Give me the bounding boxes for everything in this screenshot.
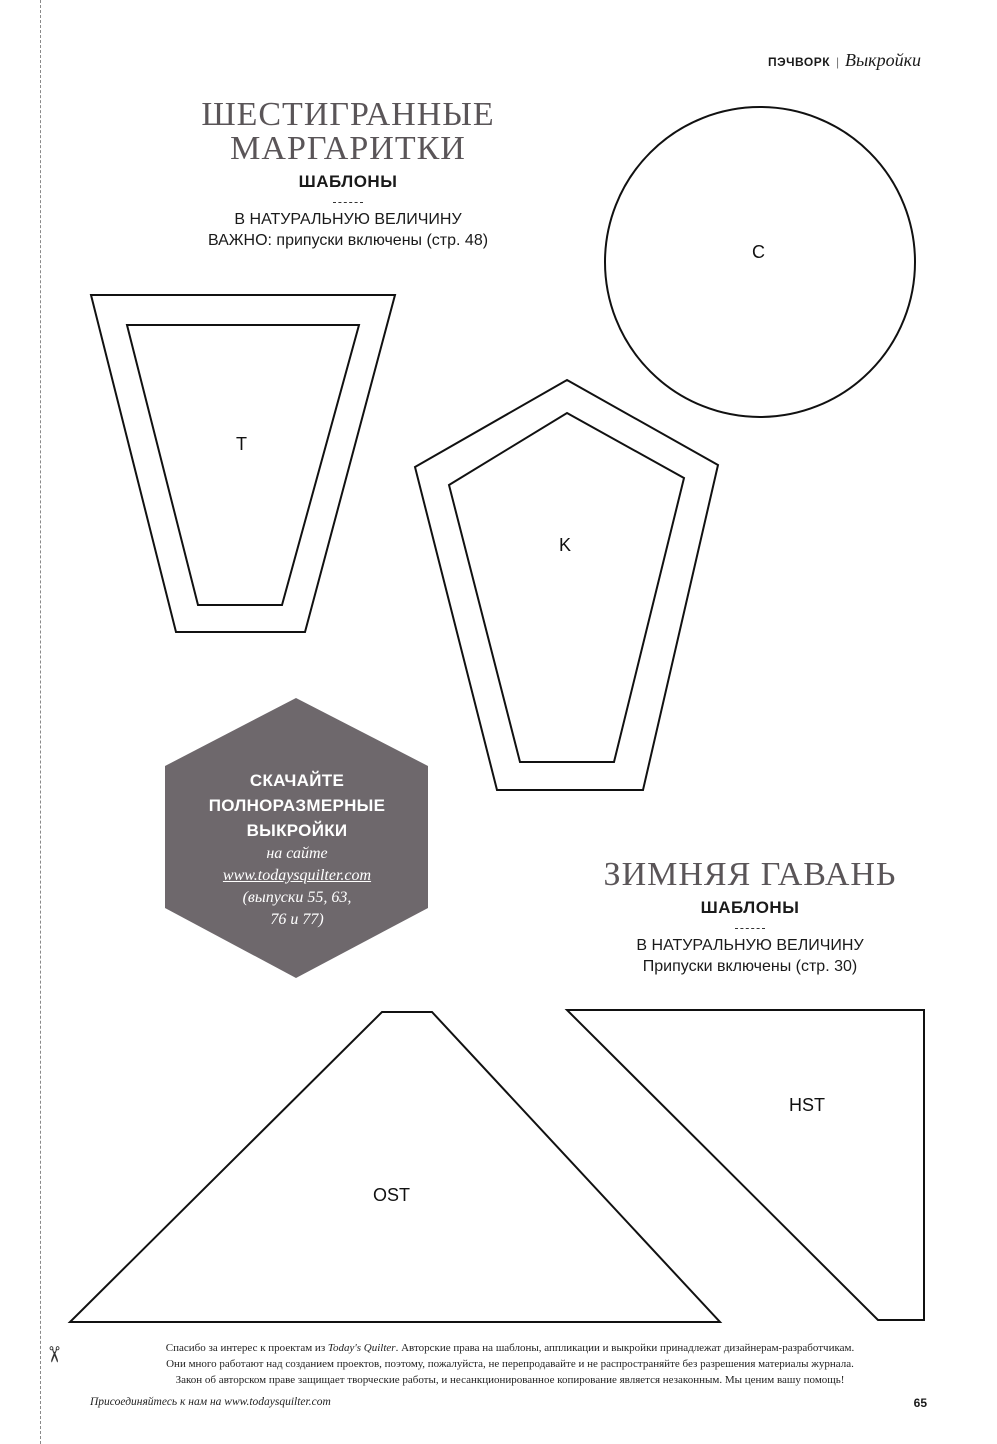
hexagon-daisies-title-line2: МАРГАРИТКИ [230,130,466,167]
download-badge-line4: на сайте [266,845,328,862]
download-badge-link[interactable]: www.todaysquilter.com [222,867,372,884]
template-k [415,380,718,790]
template-hst-label: HST [789,1095,825,1115]
heading-divider [735,928,765,929]
copyright-notice-line2: Они много работают над созданием проектов, поэтому, пожалуйста, не перепродавайте и не распространяйте без разрешения материалы журнала. [166,1358,854,1370]
winter-harbour-label: ШАБЛОНЫ [700,898,800,917]
template-t [91,295,395,632]
hexagon-daisies-title-line1: ШЕСТИГРАННЫЕ [201,96,495,133]
template-c-label: C [752,242,765,262]
download-badge-line1: СКАЧАЙТЕ [249,771,345,790]
magazine-name: Today's Quilter [327,1342,396,1354]
header-section: ПЭЧВОРК [767,55,831,69]
download-badge-line3: ВЫКРОЙКИ [246,821,348,840]
winter-harbour-size-note: В НАТУРАЛЬНУЮ ВЕЛИЧИНУ [636,937,864,954]
header-separator: | [835,55,840,69]
template-t-label: T [236,434,247,454]
download-badge-line6: 76 и 77) [270,911,324,928]
download-badge [168,768,426,931]
scissors-icon: ✂ [40,1345,66,1364]
copyright-notice [80,1340,940,1388]
template-k-label: K [559,535,572,555]
hexagon-daisies-important-note: ВАЖНО: припуски включены (стр. 48) [207,232,489,249]
template-ost-label: OST [373,1185,411,1205]
winter-harbour-allowance-note: Припуски включены (стр. 30) [642,958,858,975]
page-number: 65 [913,1396,927,1410]
hexagon-daisies-label: ШАБЛОНЫ [298,172,398,191]
hexagon-daisies-size-note: В НАТУРАЛЬНУЮ ВЕЛИЧИНУ [234,211,462,228]
download-badge-line2: ПОЛНОРАЗМЕРНЫЕ [208,796,386,815]
copyright-notice-line3: Закон об авторском праве защищает творческие работы, и несанкционированное копирование является незаконным. Мы ценим вашу помощь! [175,1374,845,1386]
footer-join-link[interactable]: Присоединяйтесь к нам на www.todaysquilter.com [90,1396,331,1408]
download-badge-line5: (выпуски 55, 63, [242,889,352,906]
winter-harbour-title: ЗИМНЯЯ ГАВАНЬ [603,856,897,893]
copyright-notice-line1: Спасибо за интерес к проектам из Today's Quilter. Авторские права на шаблоны, аппликации и выкройки принадлежат дизайнерам-разработчикам. [165,1342,855,1354]
winter-harbour-heading [590,858,910,977]
header-subsection: Выкройки [844,50,921,70]
